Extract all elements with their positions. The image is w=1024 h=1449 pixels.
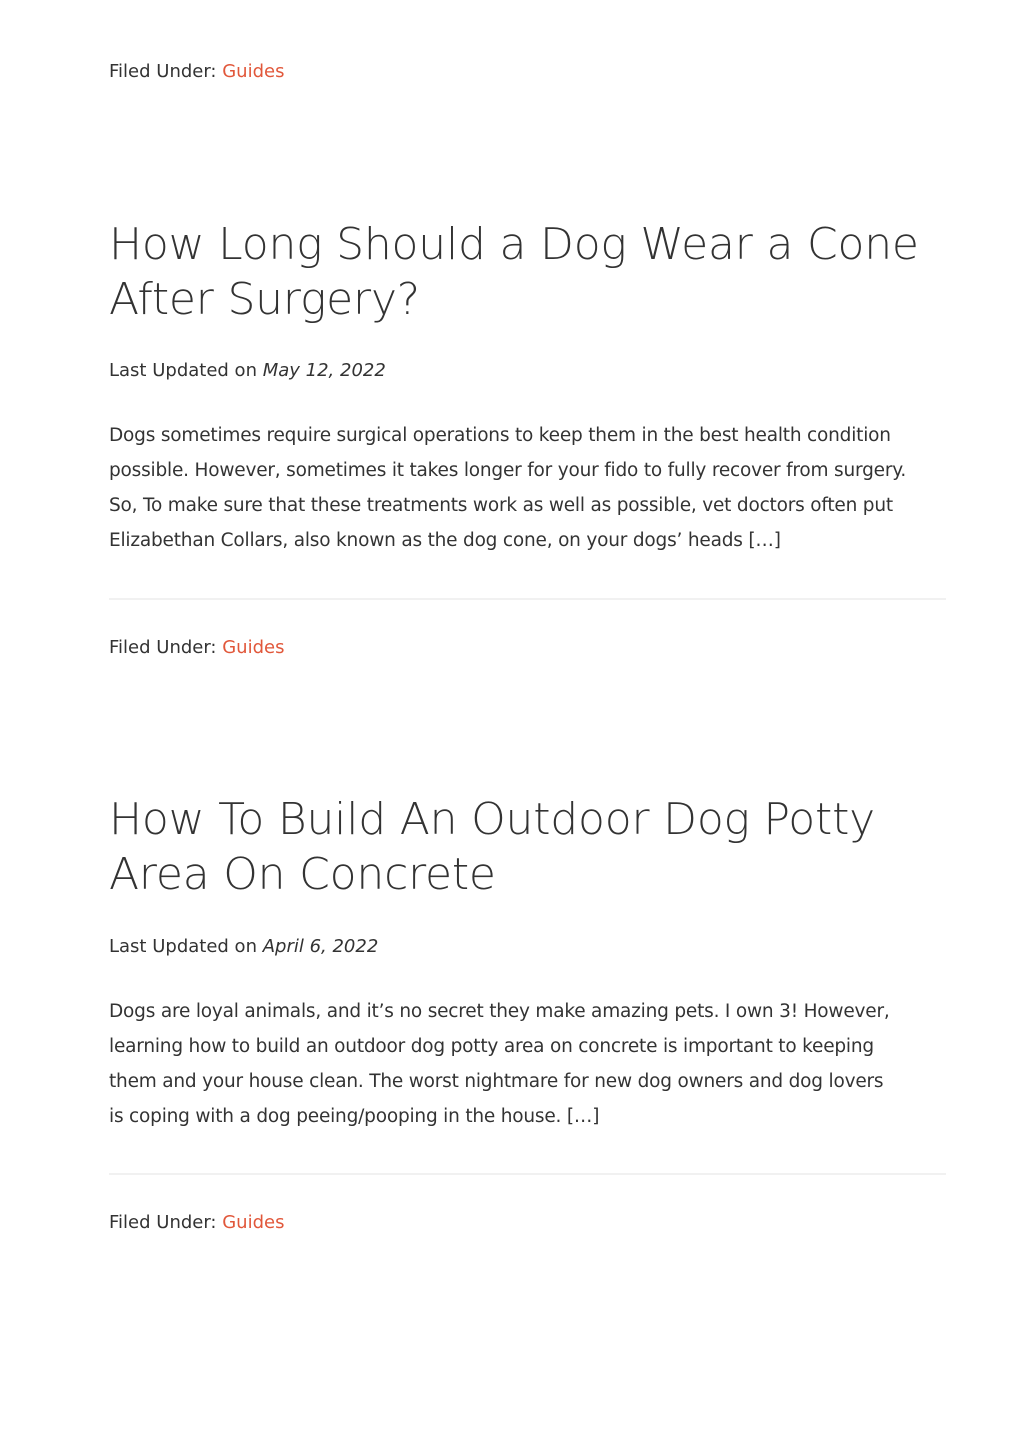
excerpt-line: So, To make sure that these treatments work as well as possible, vet doctors often put <box>109 495 893 516</box>
post-title-link[interactable] <box>109 792 946 902</box>
category-link-guides[interactable]: Guides <box>222 637 285 658</box>
post-date: April 6, 2022 <box>262 936 379 957</box>
excerpt-line: Elizabethan Collars, also known as the dog cone, on your dogs’ heads […] <box>109 530 781 551</box>
post-title-line: How Long Should a Dog Wear a Cone <box>109 219 919 270</box>
post-divider <box>109 1173 946 1175</box>
filed-under-label: Filed Under: <box>109 637 217 658</box>
post-title-line: How To Build An Outdoor Dog Potty <box>109 794 875 845</box>
excerpt-line: is coping with a dog peeing/pooping in the house. […] <box>109 1106 600 1127</box>
post-meta <box>109 359 386 383</box>
last-updated-label: Last Updated on <box>109 936 257 957</box>
excerpt-line: Dogs sometimes require surgical operations to keep them in the best health condition <box>109 425 891 446</box>
excerpt-line: Dogs are loyal animals, and it’s no secret they make amazing pets. I own 3! However, <box>109 1001 890 1022</box>
last-updated-label: Last Updated on <box>109 360 257 381</box>
filed-under-label: Filed Under: <box>109 61 217 82</box>
filed-under-label: Filed Under: <box>109 1212 217 1233</box>
excerpt-line: them and your house clean. The worst nightmare for new dog owners and dog lovers <box>109 1071 884 1092</box>
excerpt-line: learning how to build an outdoor dog potty area on concrete is important to keeping <box>109 1036 874 1057</box>
category-link-guides[interactable]: Guides <box>222 61 285 82</box>
post-excerpt <box>109 994 949 1134</box>
post-title-line: After Surgery? <box>109 274 420 325</box>
post-meta <box>109 935 378 959</box>
post-divider <box>109 598 946 600</box>
post-excerpt <box>109 418 949 558</box>
entry-footer-categories <box>109 60 284 84</box>
post-title-link[interactable] <box>109 217 946 327</box>
excerpt-line: possible. However, sometimes it takes longer for your fido to fully recover from surgery. <box>109 460 907 481</box>
entry-footer-categories <box>109 1211 284 1235</box>
category-link-guides[interactable]: Guides <box>222 1212 285 1233</box>
post-date: May 12, 2022 <box>262 360 386 381</box>
post-title-line: Area On Concrete <box>109 849 496 900</box>
entry-footer-categories <box>109 636 284 660</box>
